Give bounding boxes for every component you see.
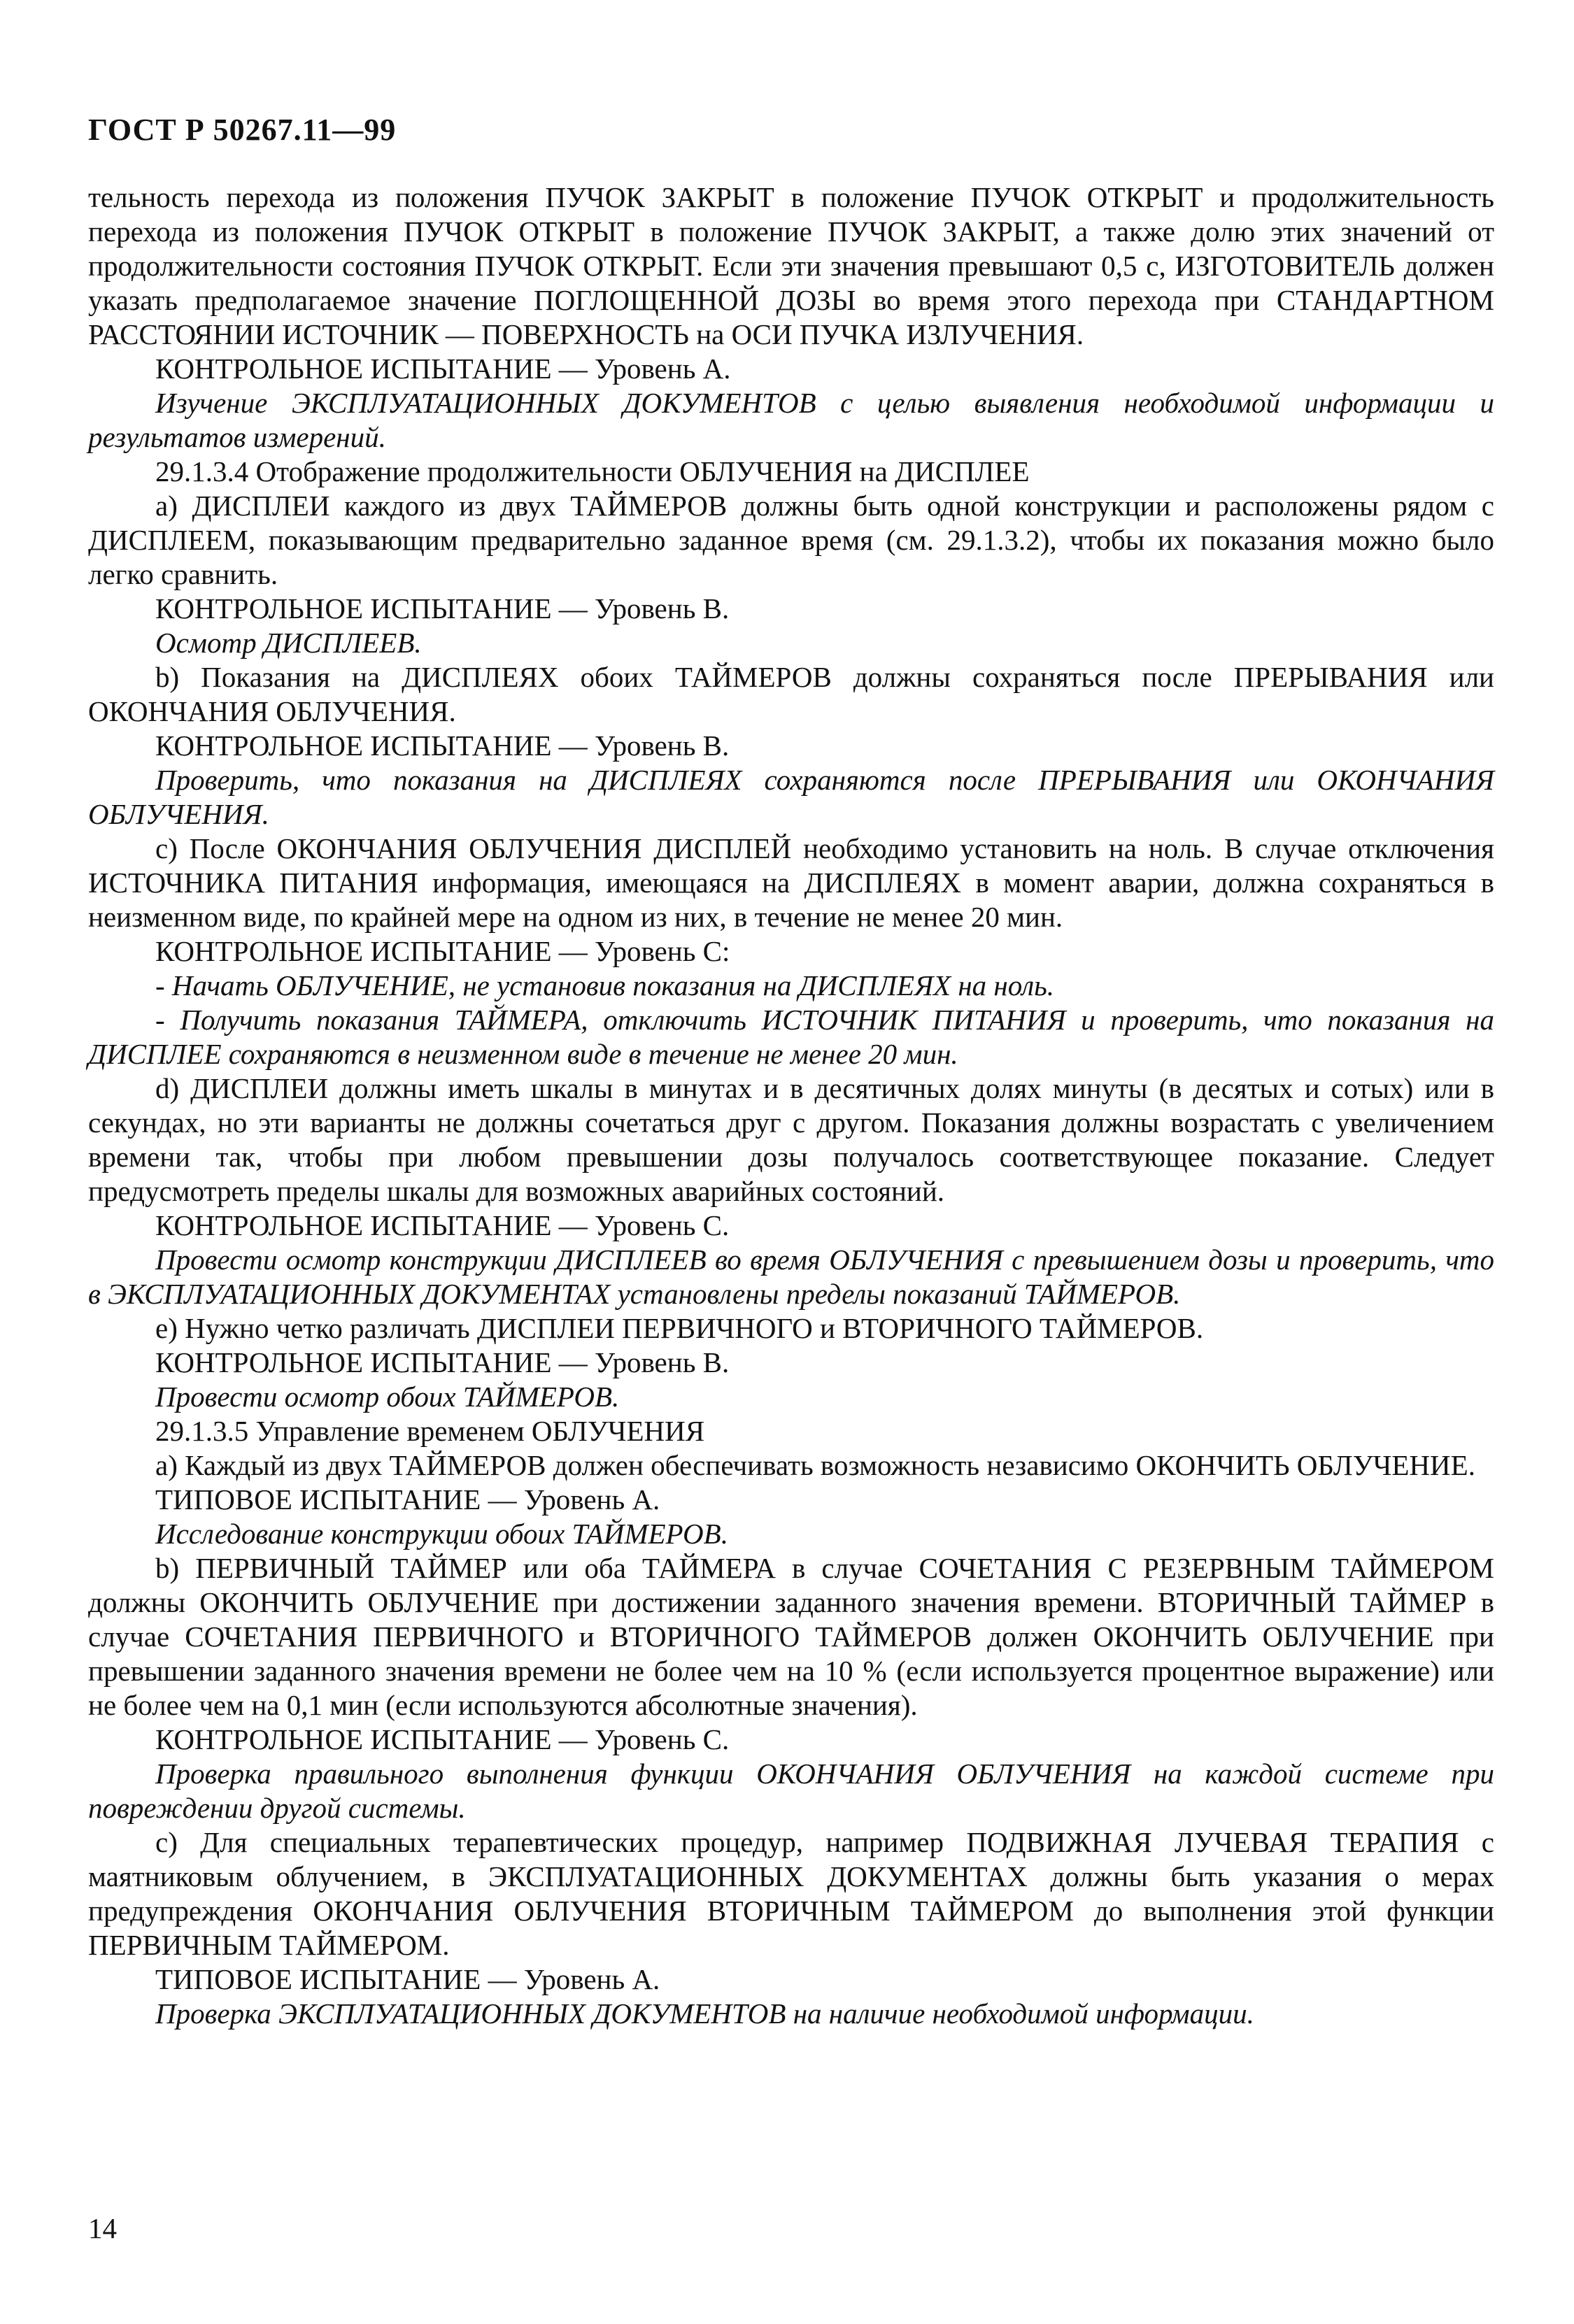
test-description: Изучение ЭКСПЛУАТАЦИОННЫХ ДОКУМЕНТОВ с целью выявления необходимой информации и результатов измерений. (88, 387, 1494, 453)
section-heading: 29.1.3.4 Отображение продолжительности ОБЛУЧЕНИЯ на ДИСПЛЕЕ (155, 455, 1030, 487)
test-heading: КОНТРОЛЬНОЕ ИСПЫТАНИЕ — Уровень С: (155, 935, 730, 967)
paragraph: тельность перехода из положения ПУЧОК ЗАКРЫТ в положение ПУЧОК ОТКРЫТ и продолжительность перехода из положения ПУЧОК ОТКРЫТ в положение ПУЧОК ЗАКРЫТ, а также долю этих значений от продолжительности состояния ПУЧОК ОТКРЫТ. Если эти значения превышают 0,5 с, ИЗГОТОВИТЕЛЬ должен указать предполагаемое значение ПОГЛОЩЕННОЙ ДОЗЫ во время этого перехода при СТАНДАРТНОМ РАССТОЯНИИ ИСТОЧНИК — ПОВЕРХНОСТЬ на ОСИ ПУЧКА ИЗЛУЧЕНИЯ. (88, 181, 1494, 350)
test-description: Проверка ЭКСПЛУАТАЦИОННЫХ ДОКУМЕНТОВ на наличие необходимой информации. (155, 1997, 1254, 2030)
paragraph: d) ДИСПЛЕИ должны иметь шкалы в минутах и в десятичных долях минуты (в десятых и сотых) или в секундах, но эти варианты не должны сочетаться друг с другом. Показания должны возрастать с увеличением времени так, чтобы при любом превышении дозы получалось соответствующее показание. Следует предусмотреть пределы шкалы для возможных аварийных состояний. (88, 1072, 1494, 1207)
paragraph: b) Показания на ДИСПЛЕЯХ обоих ТАЙМЕРОВ должны сохраняться после ПРЕРЫВАНИЯ или ОКОНЧАНИЯ ОБЛУЧЕНИЯ. (88, 661, 1494, 727)
test-heading: ТИПОВОЕ ИСПЫТАНИЕ — Уровень А. (155, 1483, 660, 1516)
test-heading: КОНТРОЛЬНОЕ ИСПЫТАНИЕ — Уровень В. (155, 1346, 730, 1378)
test-step: - Получить показания ТАЙМЕРА, отключить ИСТОЧНИК ПИТАНИЯ и проверить, что показания на ДИСПЛЕЕ сохраняются в неизменном виде в течение не менее 20 мин. (88, 1004, 1494, 1070)
test-heading: ТИПОВОЕ ИСПЫТАНИЕ — Уровень А. (155, 1963, 660, 1995)
document-body (88, 180, 1494, 2031)
section-heading: 29.1.3.5 Управление временем ОБЛУЧЕНИЯ (155, 1415, 705, 1447)
test-heading: КОНТРОЛЬНОЕ ИСПЫТАНИЕ — Уровень В. (155, 592, 730, 625)
paragraph: b) ПЕРВИЧНЫЙ ТАЙМЕР или оба ТАЙМЕРА в случае СОЧЕТАНИЯ С РЕЗЕРВНЫМ ТАЙМЕРОМ должны ОКОНЧИТЬ ОБЛУЧЕНИЕ при достижении заданного значения времени. ВТОРИЧНЫЙ ТАЙМЕР в случае СОЧЕТАНИЯ ПЕРВИЧНОГО и ВТОРИЧНОГО ТАЙМЕРОВ должен ОКОНЧИТЬ ОБЛУЧЕНИЕ при превышении заданного значения времени не более чем на 10 % (если используется процентное выражение) или не более чем на 0,1 мин (если используются абсолютные значения). (88, 1552, 1494, 1721)
test-heading: КОНТРОЛЬНОЕ ИСПЫТАНИЕ — Уровень А. (155, 352, 731, 385)
test-description: Проверка правильного выполнения функции ОКОНЧАНИЯ ОБЛУЧЕНИЯ на каждой системе при повреждении другой системы. (88, 1758, 1494, 1824)
test-description: Проверить, что показания на ДИСПЛЕЯХ сохраняются после ПРЕРЫВАНИЯ или ОКОНЧАНИЯ ОБЛУЧЕНИЯ. (88, 764, 1494, 830)
test-description: Провести осмотр конструкции ДИСПЛЕЕВ во время ОБЛУЧЕНИЯ с превышением дозы и проверить, что в ЭКСПЛУАТАЦИОННЫХ ДОКУМЕНТАХ установлены пределы показаний ТАЙМЕРОВ. (88, 1243, 1494, 1310)
test-heading: КОНТРОЛЬНОЕ ИСПЫТАНИЕ — Уровень С. (155, 1723, 730, 1755)
paragraph: c) После ОКОНЧАНИЯ ОБЛУЧЕНИЯ ДИСПЛЕЙ необходимо установить на ноль. В случае отключения ИСТОЧНИКА ПИТАНИЯ информация, имеющаяся на ДИСПЛЕЯХ в момент аварии, должна сохраняться в неизменном виде, по крайней мере на одном из них, в течение не менее 20 мин. (88, 832, 1494, 933)
test-description: Исследование конструкции обоих ТАЙМЕРОВ. (155, 1518, 728, 1550)
paragraph: a) Каждый из двух ТАЙМЕРОВ должен обеспечивать возможность независимо ОКОНЧИТЬ ОБЛУЧЕНИЕ. (155, 1449, 1475, 1481)
paragraph: a) ДИСПЛЕИ каждого из двух ТАЙМЕРОВ должны быть одной конструкции и расположены рядом с ДИСПЛЕЕМ, показывающим предварительно заданное время (см. 29.1.3.2), чтобы их показания можно было легко сравнить. (88, 490, 1494, 590)
test-heading: КОНТРОЛЬНОЕ ИСПЫТАНИЕ — Уровень С. (155, 1209, 730, 1241)
page-number: 14 (88, 2212, 117, 2244)
test-heading: КОНТРОЛЬНОЕ ИСПЫТАНИЕ — Уровень В. (155, 729, 730, 762)
document-header: ГОСТ Р 50267.11—99 (88, 113, 397, 147)
paragraph: c) Для специальных терапевтических процедур, например ПОДВИЖНАЯ ЛУЧЕВАЯ ТЕРАПИЯ с маятниковым облучением, в ЭКСПЛУАТАЦИОННЫХ ДОКУМЕНТАХ должны быть указания о мерах предупреждения ОКОНЧАНИЯ ОБЛУЧЕНИЯ ВТОРИЧНЫМ ТАЙМЕРОМ до выполнения этой функции ПЕРВИЧНЫМ ТАЙМЕРОМ. (88, 1826, 1494, 1961)
test-step: - Начать ОБЛУЧЕНИЕ, не установив показания на ДИСПЛЕЯХ на ноль. (155, 969, 1055, 1001)
paragraph: e) Нужно четко различать ДИСПЛЕИ ПЕРВИЧНОГО и ВТОРИЧНОГО ТАЙМЕРОВ. (155, 1312, 1204, 1344)
test-description: Провести осмотр обоих ТАЙМЕРОВ. (155, 1381, 620, 1413)
test-description: Осмотр ДИСПЛЕЕВ. (155, 627, 422, 659)
